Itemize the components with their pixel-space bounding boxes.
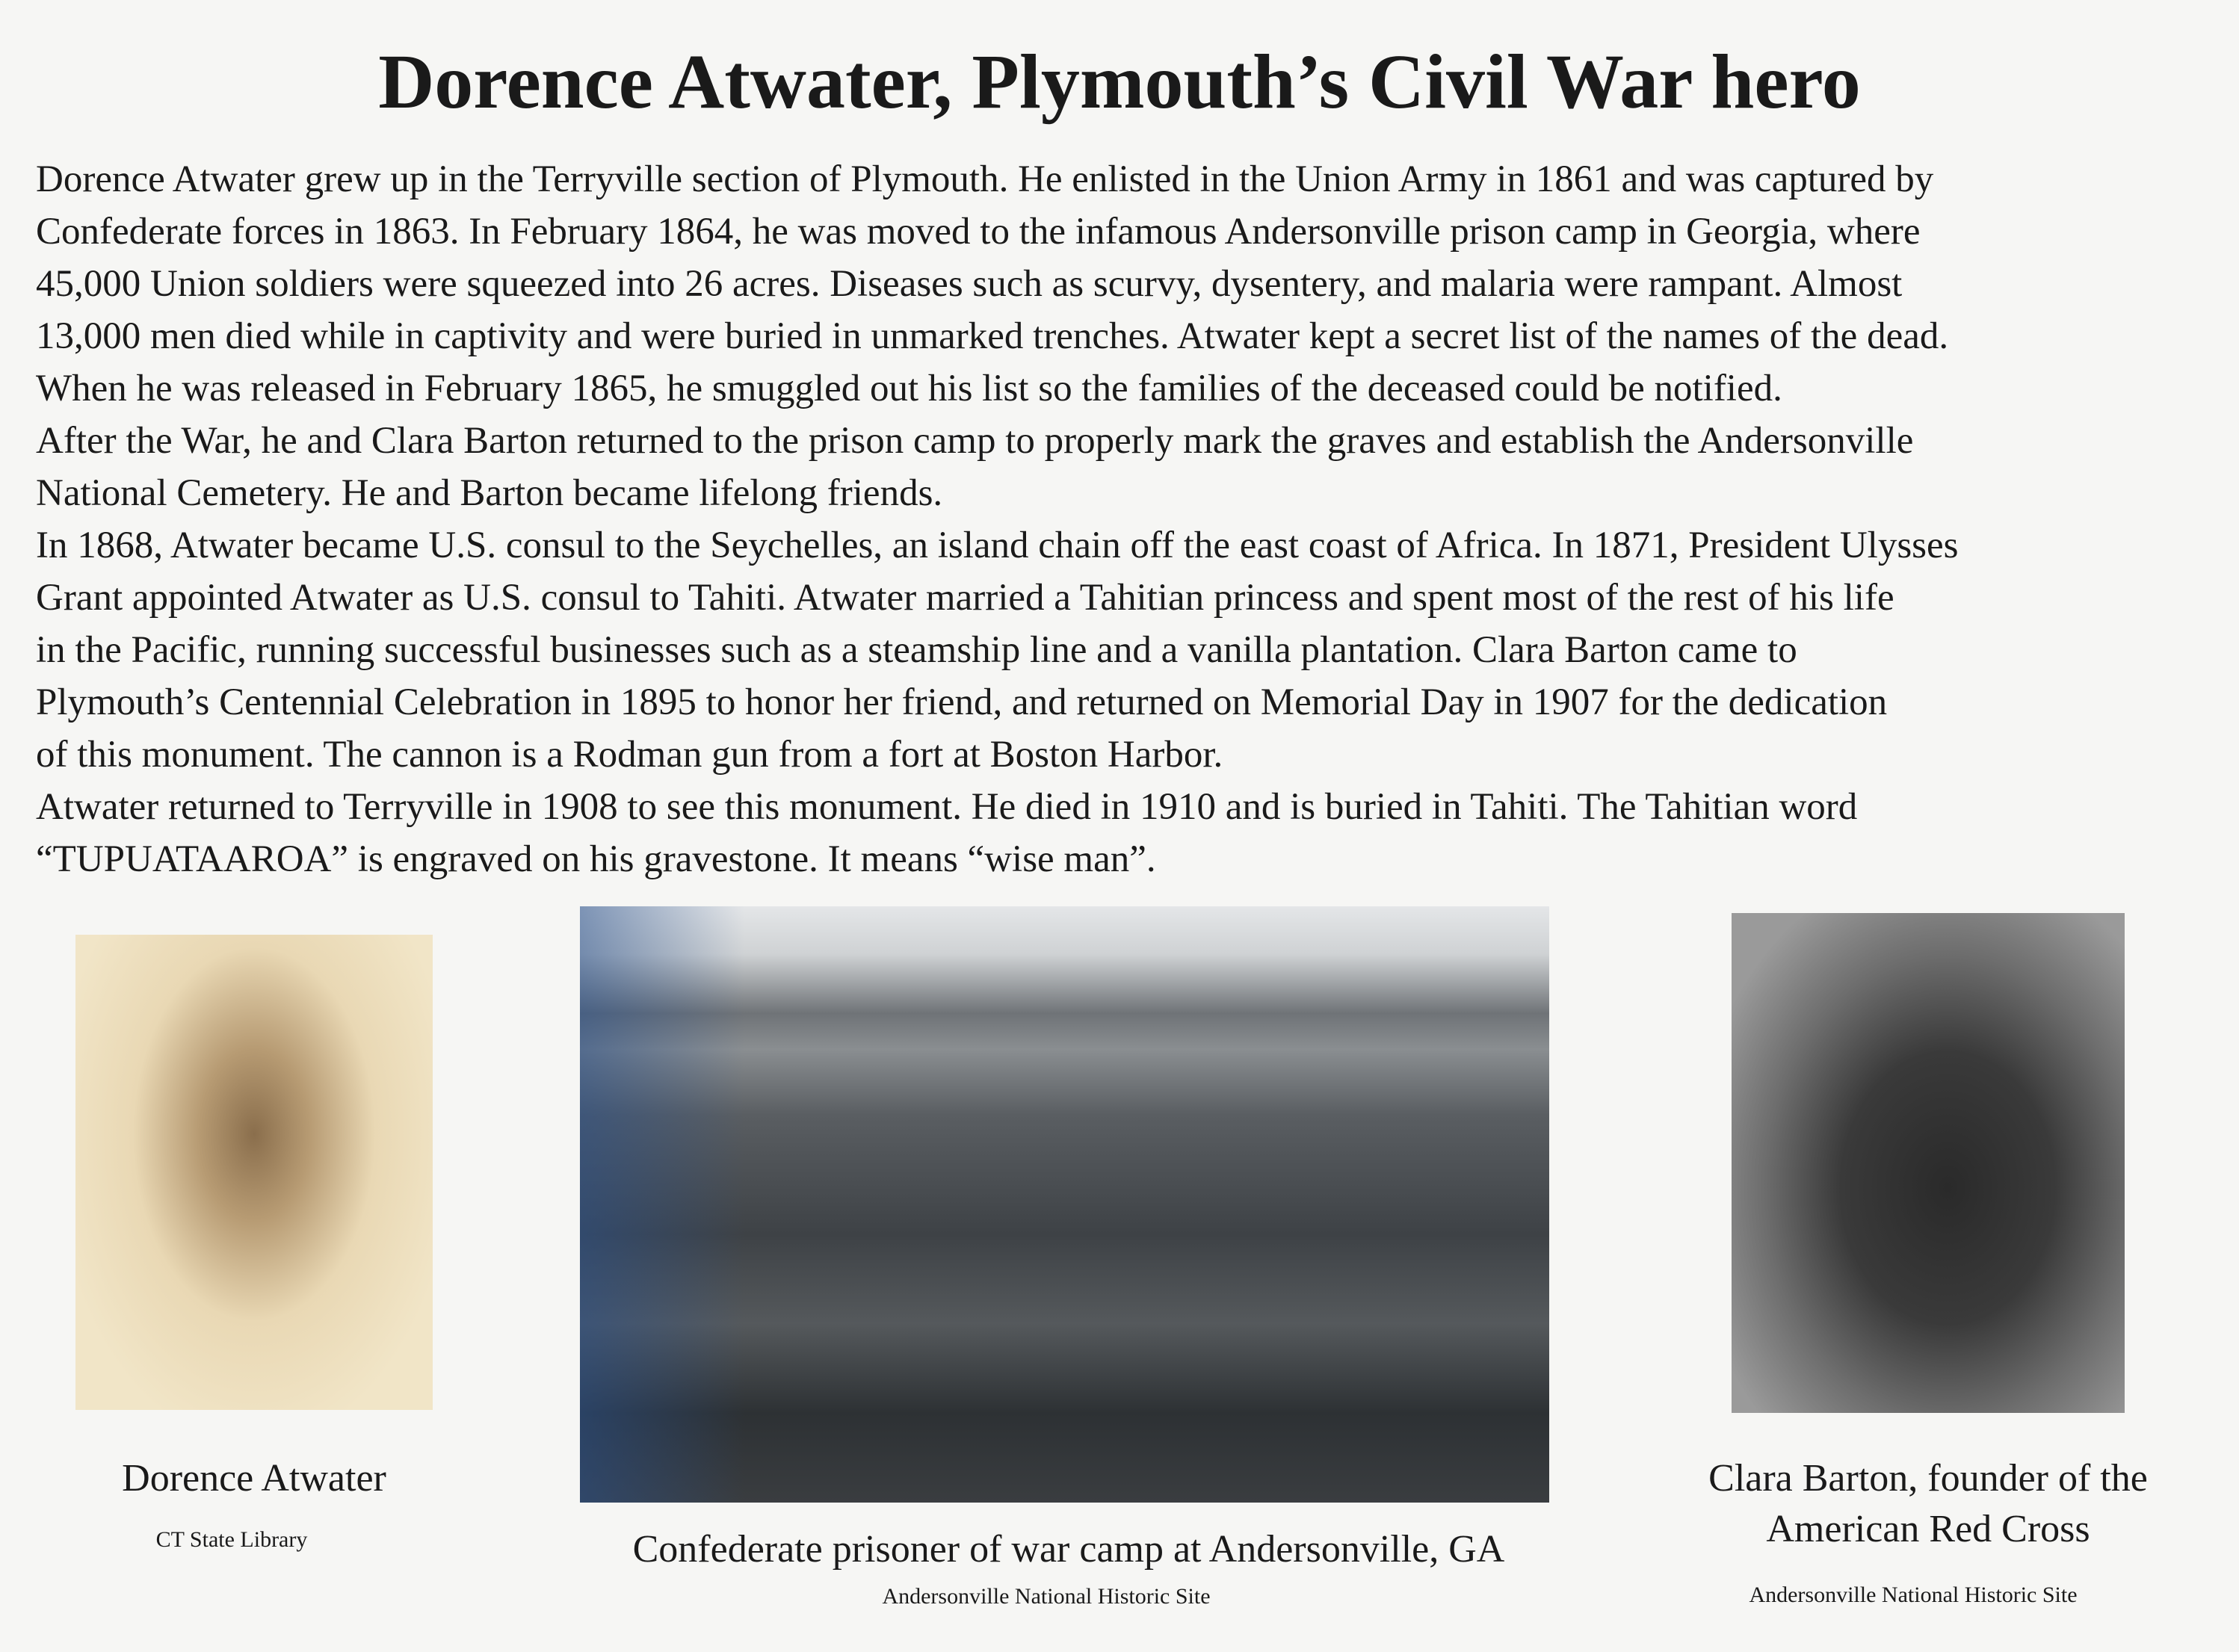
atwater-portrait-photo: [75, 935, 433, 1410]
body-line: 45,000 Union soldiers were squeezed into 26 acres. Diseases such as scurvy, dysentery, and malaria were rampant. Almost: [36, 263, 1903, 305]
body-line: of this monument. The cannon is a Rodman gun from a fort at Boston Harbor.: [36, 734, 1223, 776]
barton-source: Andersonville National Historic Site: [1749, 1583, 2078, 1607]
body-line: in the Pacific, running successful businesses such as a steamship line and a vanilla plantation. Clara Barton came to: [36, 629, 1797, 671]
camp-source: Andersonville National Historic Site: [882, 1584, 1211, 1609]
barton-portrait-photo: [1732, 913, 2125, 1413]
body-line: Atwater returned to Terryville in 1908 to see this monument. He died in 1910 and is buried in Tahiti. The Tahitian word: [36, 786, 1858, 828]
atwater-caption: Dorence Atwater: [122, 1457, 386, 1500]
body-line: When he was released in February 1865, he smuggled out his list so the families of the deceased could be notified.: [36, 368, 1782, 409]
body-line: In 1868, Atwater became U.S. consul to the Seychelles, an island chain off the east coast of Africa. In 1871, President Ulysses: [36, 525, 1959, 566]
body-line: 13,000 men died while in captivity and were buried in unmarked trenches. Atwater kept a secret list of the names of the dead.: [36, 315, 1949, 357]
body-line: “TUPUATAAROA” is engraved on his gravestone. It means “wise man”.: [36, 838, 1156, 880]
body-text: [36, 153, 1959, 885]
body-line: Dorence Atwater grew up in the Terryville section of Plymouth. He enlisted in the Union Army in 1861 and was captured by: [36, 158, 1934, 200]
body-line: Grant appointed Atwater as U.S. consul to Tahiti. Atwater married a Tahitian princess and spent most of the rest of his life: [36, 577, 1894, 619]
barton-caption-line1: Clara Barton, founder of the: [1708, 1457, 2148, 1500]
body-line: Confederate forces in 1863. In February 1864, he was moved to the infamous Andersonville prison camp in Georgia, where: [36, 211, 1921, 253]
body-line: National Cemetery. He and Barton became lifelong friends.: [36, 472, 943, 514]
atwater-source: CT State Library: [155, 1527, 308, 1552]
body-line: After the War, he and Clara Barton returned to the prison camp to properly mark the graves and establish the Andersonville: [36, 420, 1914, 462]
body-line: Plymouth’s Centennial Celebration in 1895 to honor her friend, and returned on Memorial Day in 1907 for the dedication: [36, 681, 1888, 723]
page-title: Dorence Atwater, Plymouth’s Civil War hero: [378, 39, 1861, 125]
camp-caption: Confederate prisoner of war camp at Andersonville, GA: [632, 1528, 1505, 1571]
andersonville-camp-photo: [580, 906, 1549, 1503]
barton-caption-line2: American Red Cross: [1766, 1508, 2090, 1550]
